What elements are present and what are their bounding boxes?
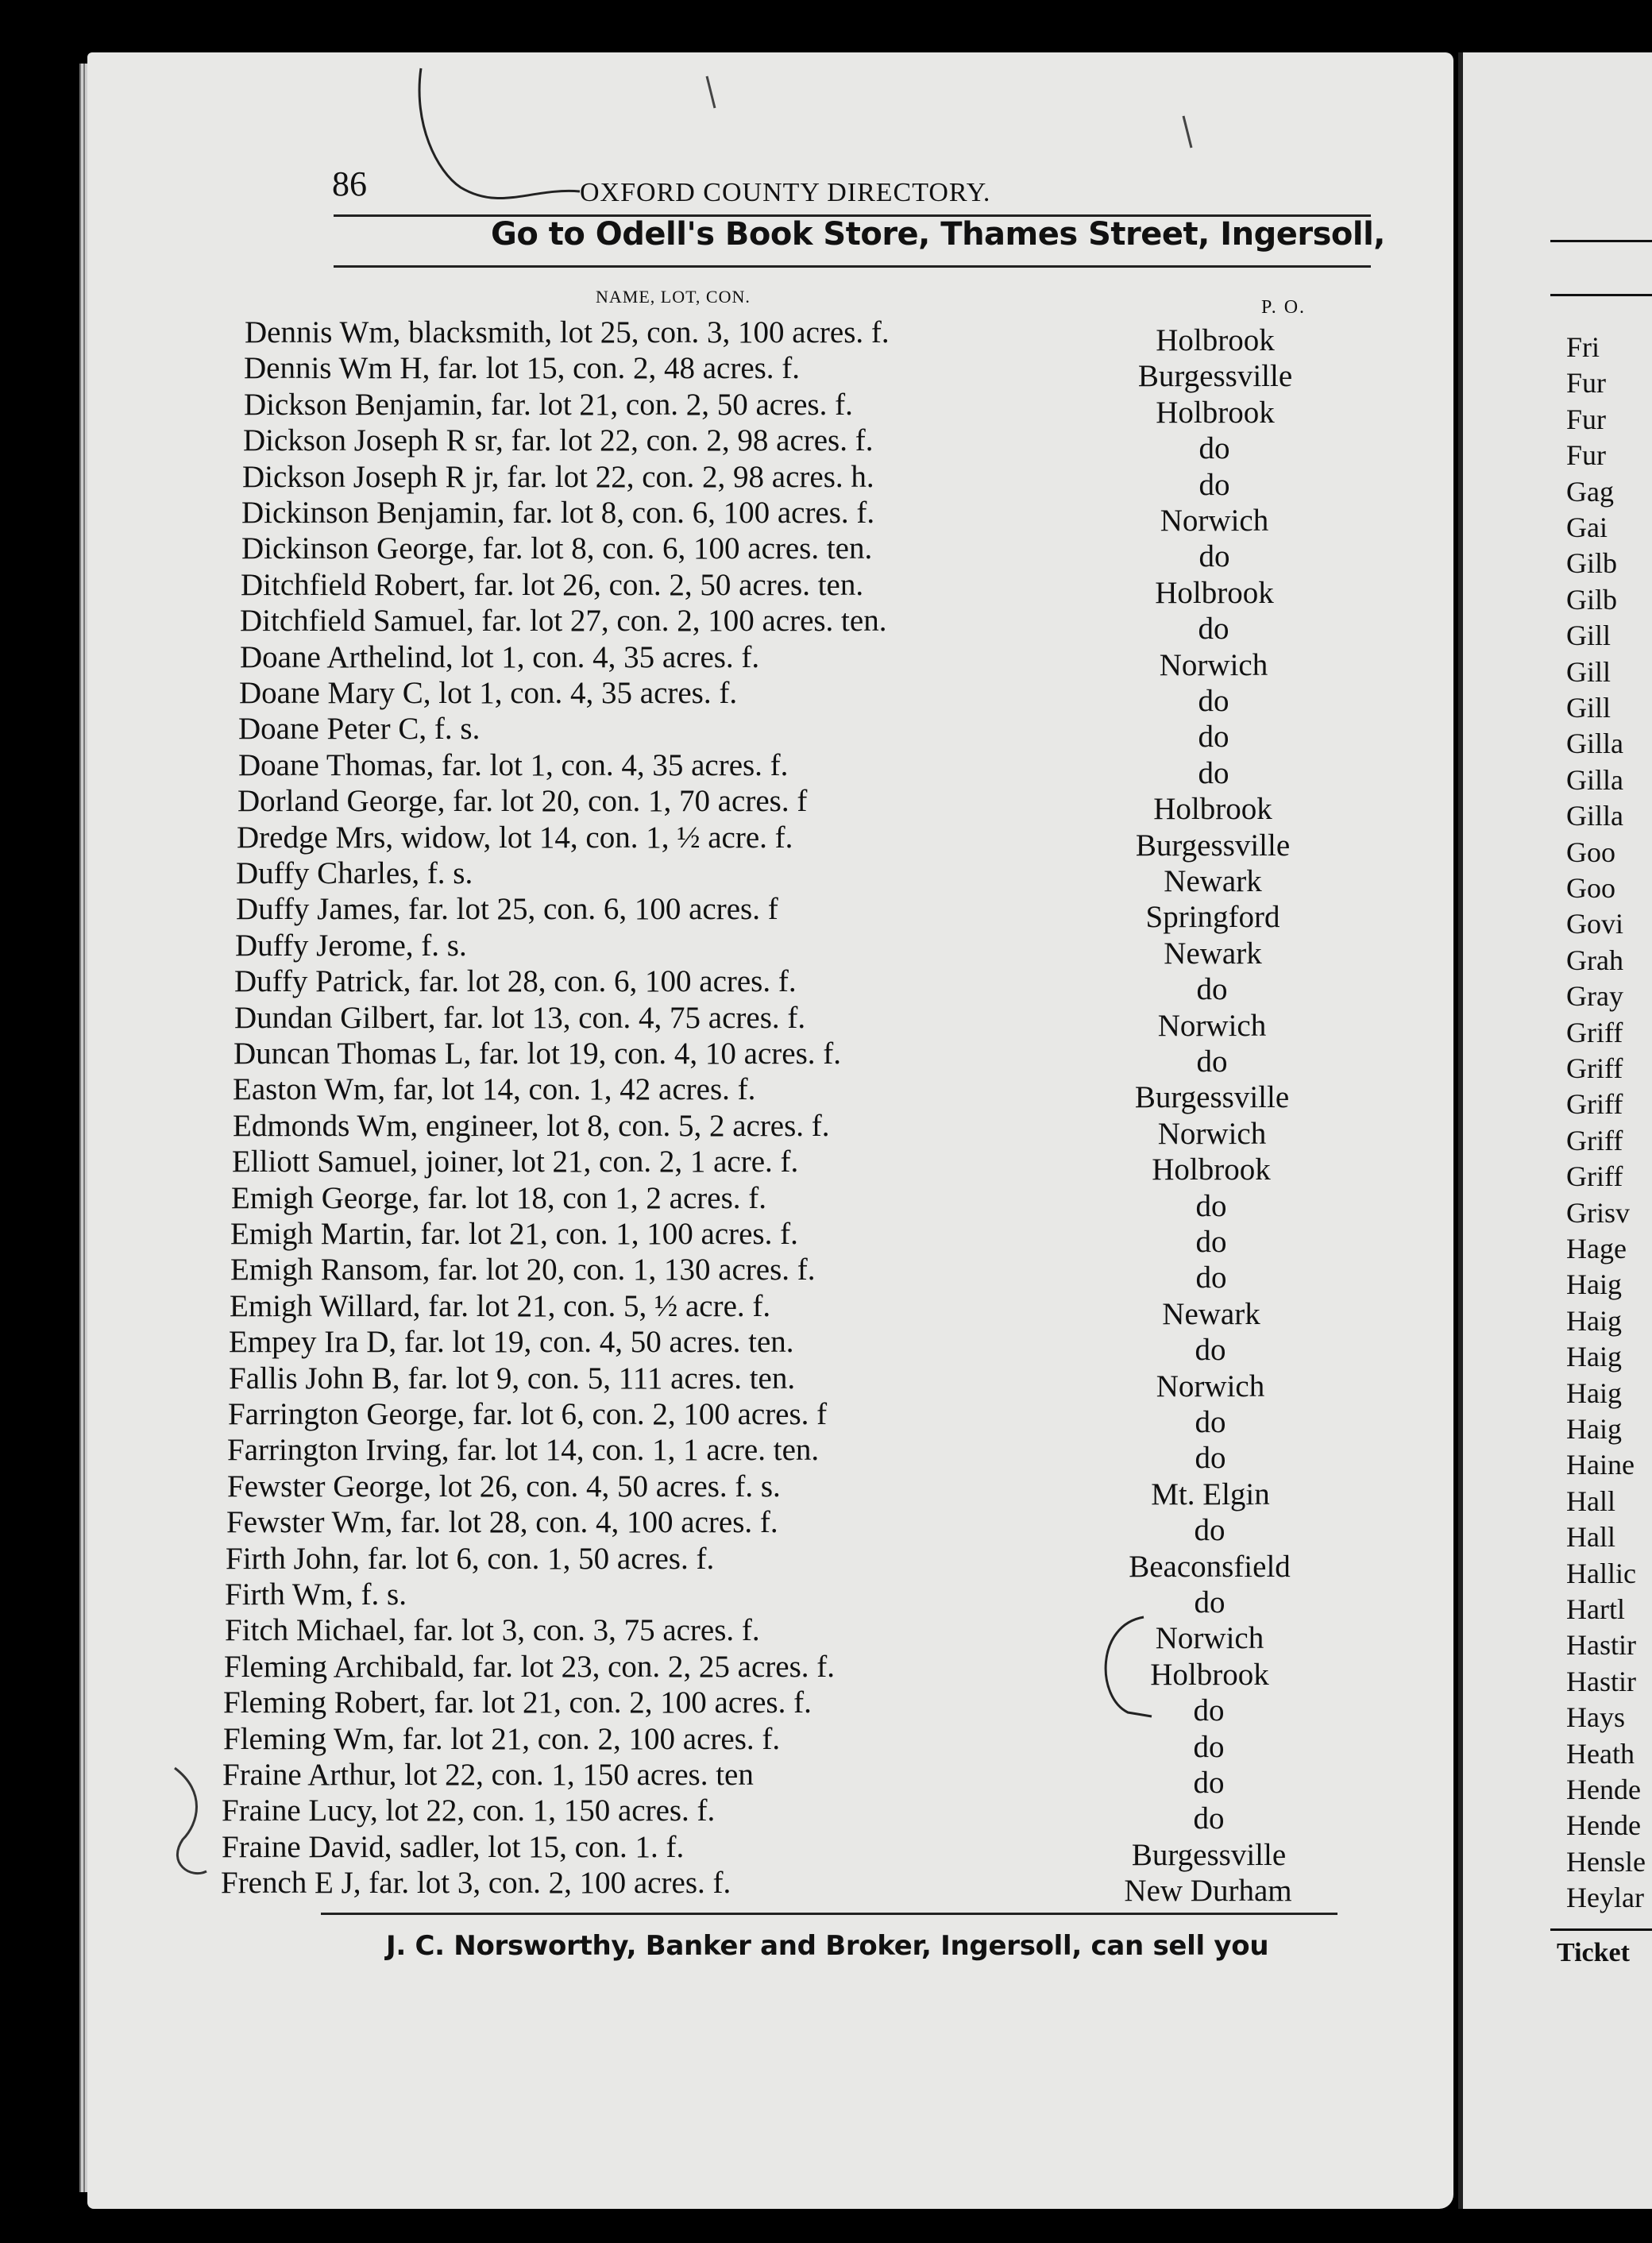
adjacent-page-entry: Fur [1566,439,1607,472]
directory-entry [87,1865,1453,1909]
directory-entry [87,1324,1453,1368]
entry-text: Fleming Robert, far. lot 21, con. 2, 100 acres. f. [223,1685,812,1720]
entry-post-office: Holbrook [1152,1152,1271,1187]
directory-entry [87,423,1453,466]
ad-top: Go to Odell's Book Store, Thames Street, Ingersoll, [491,216,1386,253]
adjacent-page-entry: Fur [1566,367,1607,400]
entry-text: Edmonds Wm, engineer, lot 8, con. 5, 2 acres. f. [233,1108,830,1143]
entry-post-office: do [1198,539,1230,574]
adjacent-page-rule [1550,294,1652,296]
entry-text: Doane Peter C, f. s. [238,712,481,747]
entry-text: Fraine Arthur, lot 22, con. 1, 150 acres. ten [222,1758,754,1792]
entry-post-office: do [1195,1225,1227,1259]
adjacent-page-entry: Govi [1566,908,1623,940]
entry-text: Ditchfield Robert, far. lot 26, con. 2, 50 acres. ten. [241,567,864,602]
entry-text: Fitch Michael, far. lot 3, con. 3, 75 acres. f. [225,1613,760,1648]
directory-entry [87,350,1453,394]
directory-entry [87,1108,1453,1151]
entry-post-office: Springford [1145,900,1280,935]
entry-post-office: do [1198,684,1229,718]
adjacent-page-entry: Haine [1566,1449,1635,1481]
entry-text: Doane Arthelind, lot 1, con. 4, 35 acres. f. [240,639,760,674]
entry-post-office: do [1193,1693,1225,1728]
entry-text: Dickinson George, far. lot 8, con. 6, 100 acres. ten. [241,531,873,566]
entry-text: Ditchfield Samuel, far. lot 27, con. 2, 100 acres. ten. [240,604,887,639]
adjacent-page-entry: Gai [1566,512,1608,543]
adjacent-page-entry: Hall [1566,1521,1615,1554]
adjacent-page-entry: Hensle [1566,1845,1646,1878]
column-header-name: NAME, LOT, CON. [596,287,751,307]
entry-text: Firth Wm, f. s. [225,1577,407,1612]
adjacent-page-entry: Haig [1566,1341,1622,1373]
adjacent-page-entry: Hastir [1566,1665,1636,1697]
entry-text: Elliott Samuel, joiner, lot 21, con. 2, 1 acre. f. [232,1145,799,1179]
entry-text: Emigh Ransom, far. lot 20, con. 1, 130 acres. f. [230,1253,816,1288]
entry-post-office: Norwich [1160,504,1269,538]
entry-post-office: Mt. Elgin [1151,1477,1270,1511]
adjacent-page-entry: Haig [1566,1304,1622,1337]
entry-post-office: do [1193,1766,1225,1800]
directory-entry [87,1288,1453,1331]
entry-post-office: do [1193,1729,1225,1764]
entry-text: Duffy James, far. lot 25, con. 6, 100 acres. f [236,892,778,927]
entry-post-office: Burgessville [1131,1837,1287,1872]
entry-text: Farrington George, far. lot 6, con. 2, 100 acres. f [228,1397,828,1431]
entry-post-office: Norwich [1157,1116,1267,1151]
entry-text: Doane Thomas, far. lot 1, con. 4, 35 acres. f. [238,747,789,782]
directory-entry [87,1612,1453,1656]
footer-rule [321,1913,1337,1915]
adjacent-page-entry: Hastir [1566,1629,1636,1662]
adjacent-page-entry: Gill [1566,692,1611,724]
entry-text: Farrington Irving, far. lot 14, con. 1, 1 acre. ten. [227,1433,820,1468]
adjacent-page-entry: Haig [1566,1413,1622,1445]
directory-entry [87,315,1453,357]
entry-post-office: Norwich [1157,1008,1267,1043]
adjacent-page-entry: Griff [1566,1052,1623,1084]
directory-entry [87,711,1453,755]
entry-text: Easton Wm, far, lot 14, con. 1, 42 acres. f. [233,1072,756,1107]
entry-post-office: Burgessville [1134,1080,1290,1115]
entry-post-office: Holbrook [1155,575,1274,610]
entry-text: Emigh Willard, far. lot 21, con. 5, ½ acre. f. [230,1288,771,1323]
entry-post-office: do [1198,431,1230,466]
directory-entry [87,1685,1453,1728]
adjacent-page-entry: Goo [1566,872,1615,904]
header-rule-lower [334,265,1371,268]
entry-text: Duncan Thomas L, far. lot 19, con. 4, 10 acres. f. [234,1037,841,1071]
adjacent-page-entry: Gilb [1566,547,1618,580]
entry-text: Dorland George, far. lot 20, con. 1, 70 acres. f [237,784,808,819]
directory-entry [87,531,1453,574]
directory-entry [87,1432,1453,1476]
entry-text: Duffy Jerome, f. s. [235,928,467,963]
pen-scribble-top [87,52,1453,291]
entry-text: Empey Ira D, far. lot 19, con. 4, 50 acres. ten. [229,1325,794,1360]
entry-text: Fewster Wm, far. lot 28, con. 4, 100 acres. f. [226,1505,778,1540]
entry-text: Emigh George, far. lot 18, con 1, 2 acres. f. [231,1180,767,1215]
adjacent-page-entry: Hartl [1566,1593,1625,1625]
adjacent-page [1458,52,1652,2209]
entry-text: Dickson Joseph R jr, far. lot 22, con. 2, 98 acres. h. [242,459,874,494]
entry-post-office: do [1195,1405,1226,1439]
directory-entry [87,1793,1453,1836]
adjacent-page-entry: Haig [1566,1376,1622,1409]
adjacent-page-entry: Grah [1566,944,1623,976]
adjacent-page-rule [1550,240,1652,242]
entry-post-office: do [1195,1441,1226,1476]
entry-post-office: Newark [1162,1296,1260,1331]
adjacent-page-entry: Gilla [1566,728,1623,760]
directory-entry [87,1216,1453,1259]
entry-text: Dickinson Benjamin, far. lot 8, con. 6, 100 acres. f. [241,496,875,530]
entry-post-office: do [1194,1585,1225,1620]
directory-entry [87,891,1453,935]
adjacent-page-entry: Hende [1566,1809,1641,1842]
entry-text: Fleming Wm, far. lot 21, con. 2, 100 acres. f. [223,1721,781,1756]
entry-text: Fewster George, lot 26, con. 4, 50 acres. f. s. [227,1469,781,1504]
directory-entry [87,603,1453,647]
directory-entry [87,567,1453,610]
entry-post-office: Newark [1164,936,1262,971]
entry-post-office: do [1198,755,1229,790]
entry-post-office: do [1195,1188,1227,1223]
directory-page [87,52,1453,2209]
adjacent-page-entry: Gilla [1566,800,1623,832]
entry-text: Dickson Joseph R sr, far. lot 22, con. 2, 98 acres. f. [243,423,874,458]
directory-entry [87,1504,1453,1548]
adjacent-page-entry: Heylar [1566,1882,1644,1914]
directory-entry [87,820,1453,863]
entry-text: French E J, far. lot 3, con. 2, 100 acres. f. [221,1866,731,1901]
entry-post-office: New Durham [1124,1874,1292,1909]
adjacent-page-entry: Gag [1566,475,1614,508]
entry-post-office: do [1193,1801,1225,1836]
entry-post-office: do [1195,1260,1227,1295]
entry-text: Fraine David, sadler, lot 15, con. 1. f. [222,1829,685,1864]
adjacent-page-footer: Ticket [1557,1938,1630,1967]
entry-text: Doane Mary C, lot 1, con. 4, 35 acres. f. [239,676,738,710]
entry-text: Dundan Gilbert, far. lot 13, con. 4, 75 acres. f. [234,1000,806,1035]
directory-entry [87,1071,1453,1115]
page-number: 86 [332,164,367,203]
adjacent-page-entry: Griff [1566,1016,1623,1048]
directory-entry [87,387,1453,430]
entry-post-office: Norwich [1159,647,1268,682]
adjacent-page-entry: Heath [1566,1737,1635,1770]
directory-entry [87,1144,1453,1187]
directory-entry [87,675,1453,718]
directory-entry [87,1469,1453,1511]
adjacent-page-entry: Fur [1566,403,1607,435]
entry-post-office: Norwich [1156,1369,1265,1403]
entry-post-office: Holbrook [1150,1657,1269,1692]
directory-entry [87,783,1453,827]
entry-text: Fleming Archibald, far. lot 23, con. 2, 25 acres. f. [224,1649,835,1684]
entry-post-office: do [1194,1513,1225,1548]
adjacent-page-entry: Griff [1566,1160,1623,1193]
running-head: OXFORD COUNTY DIRECTORY. [580,178,991,207]
entry-post-office: Holbrook [1156,323,1275,357]
directory-entry [87,1829,1453,1872]
adjacent-page-entry: Griff [1566,1124,1623,1156]
adjacent-page-entry: Hall [1566,1484,1615,1517]
directory-entry [87,1541,1453,1584]
entry-text: Dennis Wm, blacksmith, lot 25, con. 3, 100 acres. f. [245,315,890,349]
entry-post-office: Newark [1164,864,1262,898]
adjacent-page-entry: Grisv [1566,1196,1630,1229]
directory-entry [87,1757,1453,1800]
adjacent-page-entry: Fri [1566,331,1600,363]
adjacent-page-entry: Gill [1566,620,1611,652]
entry-post-office: Burgessville [1135,828,1291,863]
entry-text: Dickson Benjamin, far. lot 21, con. 2, 50 acres. f. [244,387,853,422]
directory-entry [87,1000,1453,1043]
directory-entry [87,1577,1453,1620]
entry-text: Duffy Patrick, far. lot 28, con. 6, 100 acres. f. [234,964,797,999]
ad-bottom: J. C. Norsworthy, Banker and Broker, Ingersoll, can sell you [386,1930,1269,1962]
directory-entry [87,1649,1453,1692]
entry-post-office: do [1198,467,1230,502]
entry-text: Duffy Charles, f. s. [236,856,473,890]
entry-post-office: do [1195,1333,1226,1368]
entry-post-office: do [1196,972,1228,1007]
entry-text: Firth John, far. lot 6, con. 1, 50 acres. f. [226,1541,715,1576]
adjacent-page-entry: Hage [1566,1233,1627,1264]
directory-entry [87,495,1453,538]
adjacent-page-entry: Gill [1566,655,1611,688]
entry-text: Dredge Mrs, widow, lot 14, con. 1, ½ acre. f. [237,820,793,855]
adjacent-page-entry: Goo [1566,836,1615,868]
adjacent-page-entry: Griff [1566,1088,1623,1121]
entry-post-office: Holbrook [1156,395,1275,430]
adjacent-page-entry: Hays [1566,1701,1625,1734]
entry-text: Emigh Martin, far. lot 21, con. 1, 100 acres. f. [230,1217,798,1251]
entry-text: Fallis John B, far. lot 9, con. 5, 111 acres. ten. [229,1361,796,1396]
entry-post-office: do [1196,1044,1228,1079]
adjacent-page-entry: Gilb [1566,583,1618,616]
entry-text: Fraine Lucy, lot 22, con. 1, 150 acres. f. [222,1793,716,1828]
adjacent-page-entry: Gray [1566,980,1623,1013]
directory-entry [87,1252,1453,1295]
directory-entry [87,1036,1453,1079]
directory-entry [87,1396,1453,1439]
entry-post-office: Burgessville [1137,359,1293,394]
entry-post-office: do [1198,612,1229,647]
adjacent-page-entry: Hallic [1566,1557,1636,1589]
adjacent-page-entry: Hende [1566,1774,1641,1805]
entry-post-office: Beaconsfield [1129,1549,1291,1584]
adjacent-page-entry: Gilla [1566,763,1623,796]
column-header-po: P. O. [1261,297,1307,318]
directory-entry [87,1721,1453,1764]
directory-entry [87,963,1453,1007]
adjacent-page-entry: Haig [1566,1268,1622,1301]
directory-entry [87,747,1453,790]
directory-entry [87,1361,1453,1403]
adjacent-page-rule [1550,1928,1652,1931]
directory-entry [87,1180,1453,1223]
directory-entry [87,459,1453,502]
directory-entry [87,855,1453,898]
directory-entry [87,928,1453,971]
entry-text: Dennis Wm H, far. lot 15, con. 2, 48 acres. f. [244,351,801,386]
directory-entry [87,639,1453,682]
entry-post-office: Holbrook [1153,792,1272,827]
entry-post-office: Norwich [1155,1621,1264,1656]
entry-post-office: do [1198,720,1229,755]
